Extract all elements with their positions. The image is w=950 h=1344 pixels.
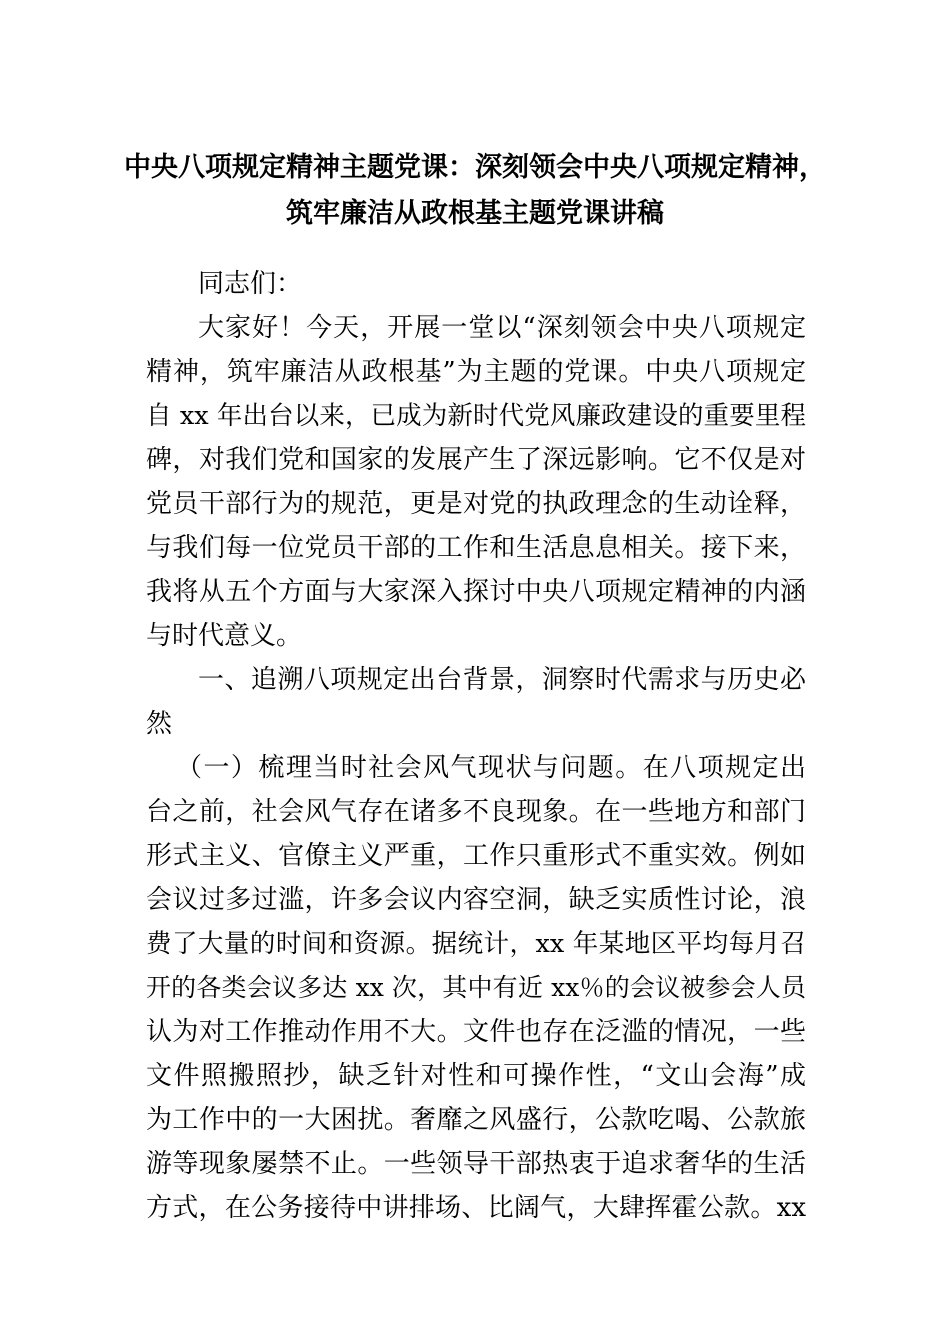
section-heading-line: 然	[146, 709, 173, 739]
body-line: 自 xx 年出台以来，已成为新时代党风廉政建设的重要里程	[146, 401, 806, 431]
body-line: 我将从五个方面与大家深入探讨中央八项规定精神的内涵	[146, 577, 806, 607]
body-line: 费了大量的时间和资源。据统计，xx 年某地区平均每月召	[146, 929, 806, 959]
body-line: 与时代意义。	[146, 621, 303, 651]
section-heading-line: 一、追溯八项规定出台背景，洞察时代需求与历史必	[198, 665, 806, 695]
salutation: 同志们：	[198, 269, 303, 299]
body-line: 游等现象屡禁不止。一些领导干部热衷于追求奢华的生活	[146, 1149, 806, 1179]
body-line: 精神，筑牢廉洁从政根基”为主题的党课。中央八项规定	[146, 357, 806, 387]
body-line: 形式主义、官僚主义严重，工作只重形式不重实效。例如	[146, 841, 806, 871]
document-title-line-2: 筑牢廉洁从政根基主题党课讲稿	[286, 198, 664, 229]
document-title-line-1: 中央八项规定精神主题党课：深刻领会中央八项规定精神，	[124, 152, 826, 183]
body-line: 党员干部行为的规范，更是对党的执政理念的生动诠释，	[146, 489, 806, 519]
subsection-line: （一）梳理当时社会风气现状与问题。在八项规定出	[176, 753, 806, 783]
body-line: 会议过多过滥，许多会议内容空洞，缺乏实质性讨论，浪	[146, 885, 806, 915]
body-line: 与我们每一位党员干部的工作和生活息息相关。接下来，	[146, 533, 806, 563]
body-line: 碑，对我们党和国家的发展产生了深远影响。它不仅是对	[146, 445, 806, 475]
body-line: 认为对工作推动作用不大。文件也存在泛滥的情况，一些	[146, 1017, 806, 1047]
body-line: 台之前，社会风气存在诸多不良现象。在一些地方和部门	[146, 797, 806, 827]
body-line: 开的各类会议多达 xx 次，其中有近 xx％的会议被参会人员	[146, 973, 806, 1002]
body-line: 为工作中的一大困扰。奢靡之风盛行，公款吃喝、公款旅	[146, 1105, 806, 1135]
body-line: 文件照搬照抄，缺乏针对性和可操作性，“文山会海”成	[146, 1061, 806, 1091]
body-line: 方式，在公务接待中讲排场、比阔气，大肆挥霍公款。xx	[146, 1193, 806, 1223]
body-line: 大家好！今天，开展一堂以“深刻领会中央八项规定	[198, 313, 806, 343]
